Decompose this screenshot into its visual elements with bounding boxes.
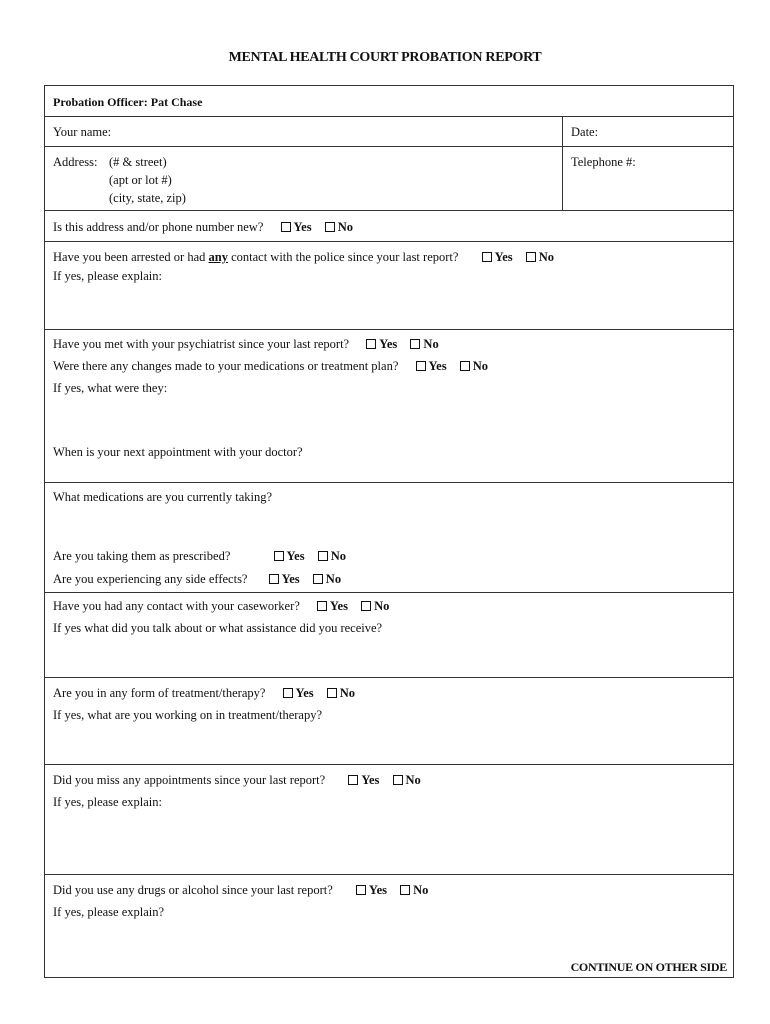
yes-label: Yes: [368, 883, 387, 897]
question-text: Have you met with your psychiatrist since your last report?: [53, 337, 350, 351]
question-text: Did you use any drugs or alcohol since your last report?: [53, 883, 333, 897]
address-city-hint: (city, state, zip): [109, 191, 186, 205]
missed-appointments-row: [45, 764, 733, 874]
yes-label: Yes: [329, 599, 348, 613]
telephone-label: Telephone #:: [571, 155, 636, 169]
no-label: No: [330, 549, 346, 563]
yes-checkbox[interactable]: [348, 775, 358, 785]
no-label: No: [423, 337, 439, 351]
officer-row: [45, 86, 733, 116]
question-text: Have you been arrested or had: [53, 250, 209, 264]
address-phone-row: [45, 146, 733, 210]
yes-checkbox[interactable]: [482, 252, 492, 262]
yes-label: Yes: [293, 220, 312, 234]
question-text: Are you experiencing any side effects?: [53, 572, 248, 586]
question-missed-appointments: [53, 773, 421, 788]
yes-checkbox[interactable]: [366, 339, 376, 349]
question-text-end: contact with the police since your last report?: [227, 250, 459, 264]
no-label: No: [405, 773, 421, 787]
address-label: Address:: [53, 155, 98, 169]
page-title: MENTAL HEALTH COURT PROBATION REPORT: [228, 50, 542, 65]
yes-label: Yes: [428, 359, 447, 373]
question-text: Have you had any contact with your caseworker?: [53, 599, 300, 613]
question-address-new: [53, 220, 353, 235]
emphasis-any: any: [208, 250, 228, 264]
question-text: Are you taking them as prescribed?: [53, 549, 231, 563]
question-psychiatrist: [53, 337, 439, 352]
yes-label: Yes: [494, 250, 513, 264]
question-next-appointment: When is your next appointment with your doctor?: [53, 445, 303, 459]
medications-row: [45, 482, 733, 592]
changes-prompt: If yes, what were they:: [53, 381, 168, 395]
question-drugs-alcohol: [53, 883, 428, 898]
question-prescribed: [53, 549, 346, 564]
telephone-field[interactable]: [563, 147, 733, 210]
yes-checkbox[interactable]: [281, 222, 291, 232]
no-checkbox[interactable]: [327, 688, 337, 698]
no-checkbox[interactable]: [460, 361, 470, 371]
no-checkbox[interactable]: [526, 252, 536, 262]
continue-note: CONTINUE ON OTHER SIDE: [570, 960, 727, 974]
name-field[interactable]: [45, 117, 563, 146]
officer-label: Probation Officer: Pat Chase: [53, 95, 203, 109]
question-police-contact: [53, 250, 554, 265]
yes-checkbox[interactable]: [416, 361, 426, 371]
caseworker-row: [45, 592, 733, 677]
no-label: No: [538, 250, 555, 264]
no-checkbox[interactable]: [318, 551, 328, 561]
yes-checkbox[interactable]: [356, 885, 366, 895]
no-checkbox[interactable]: [325, 222, 335, 232]
no-label: No: [472, 359, 488, 373]
no-checkbox[interactable]: [361, 601, 371, 611]
question-caseworker: [53, 599, 389, 614]
probation-report-form: [44, 85, 734, 978]
yes-label: Yes: [281, 572, 300, 586]
no-checkbox[interactable]: [393, 775, 403, 785]
question-current-meds: What medications are you currently taking?: [53, 490, 273, 504]
no-checkbox[interactable]: [400, 885, 410, 895]
name-date-row: [45, 116, 733, 146]
yes-checkbox[interactable]: [317, 601, 327, 611]
psychiatrist-row: [45, 329, 733, 482]
caseworker-followup: If yes what did you talk about or what assistance did you receive?: [53, 621, 383, 635]
yes-label: Yes: [286, 549, 305, 563]
address-apt-hint: (apt or lot #): [109, 173, 172, 187]
question-med-changes: [53, 359, 488, 374]
question-treatment: [53, 686, 355, 701]
name-label: Your name:: [53, 125, 112, 139]
explain-prompt: If yes, please explain?: [53, 905, 165, 919]
address-new-row: [45, 210, 733, 241]
question-text: Is this address and/or phone number new?: [53, 220, 264, 234]
yes-label: Yes: [379, 337, 398, 351]
address-street-hint: (# & street): [109, 155, 167, 169]
question-side-effects: [53, 572, 341, 587]
question-text: Did you miss any appointments since your last report?: [53, 773, 326, 787]
no-checkbox[interactable]: [410, 339, 420, 349]
no-label: No: [413, 883, 429, 897]
explain-prompt: If yes, please explain:: [53, 795, 162, 809]
date-label: Date:: [571, 125, 599, 139]
question-text: Are you in any form of treatment/therapy?: [53, 686, 266, 700]
police-contact-row: [45, 241, 733, 329]
yes-label: Yes: [361, 773, 380, 787]
treatment-followup: If yes, what are you working on in treatment/therapy?: [53, 708, 323, 722]
no-label: No: [337, 220, 353, 234]
explain-prompt: If yes, please explain:: [53, 269, 162, 283]
yes-checkbox[interactable]: [269, 574, 279, 584]
address-field[interactable]: [45, 147, 563, 210]
yes-checkbox[interactable]: [283, 688, 293, 698]
no-checkbox[interactable]: [313, 574, 323, 584]
yes-label: Yes: [295, 686, 314, 700]
yes-checkbox[interactable]: [274, 551, 284, 561]
question-text: Were there any changes made to your medications or treatment plan?: [53, 359, 399, 373]
no-label: No: [325, 572, 342, 586]
date-field[interactable]: [563, 117, 733, 146]
no-label: No: [374, 599, 390, 613]
no-label: No: [339, 686, 356, 700]
drugs-alcohol-row: [45, 874, 733, 979]
treatment-row: [45, 677, 733, 764]
